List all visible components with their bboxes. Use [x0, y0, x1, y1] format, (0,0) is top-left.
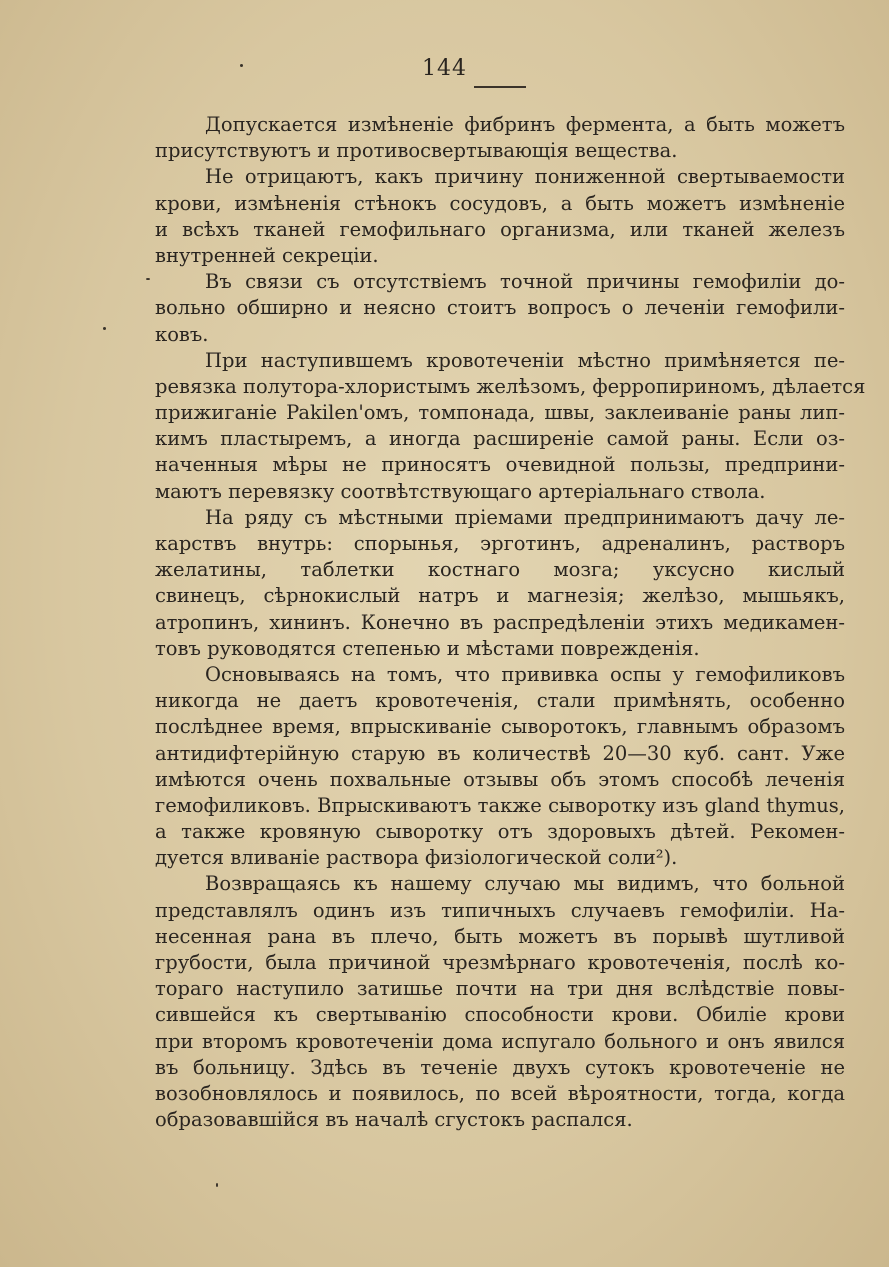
text-line: желатины, таблетки костнаго мозга; уксусно кислый	[155, 558, 845, 582]
text-line: грубости, была причиной чрезмѣрнаго кровотеченія, послѣ ко-	[155, 951, 845, 974]
text-line: и всѣхъ тканей гемофильнаго организма, или тканей железъ	[155, 217, 845, 241]
text-line: присутствуютъ и противосвертывающія вещества.	[155, 139, 678, 163]
text-line: атропинъ, хининъ. Конечно въ распредѣленіи этихъ медикамен-	[155, 610, 845, 634]
print-speck	[240, 64, 243, 67]
print-speck	[216, 1183, 218, 1187]
text-line: крови, измѣненія стѣнокъ сосудовъ, а быть можетъ измѣненіе	[155, 191, 845, 215]
text-line: тораго наступило затишье почти на три дня вслѣдствіе повы-	[155, 977, 845, 1001]
text-line: кимъ пластыремъ, а иногда расширеніе самой раны. Если оз-	[155, 427, 845, 451]
text-line: антидифтерійную старую въ количествѣ 20—30 куб. сант. Уже	[155, 741, 845, 765]
text-line: сившейся къ свертыванію способности крови. Обиліе крови	[155, 1003, 845, 1027]
text-line: а также кровяную сыворотку отъ здоровыхъ дѣтей. Рекомен-	[155, 820, 845, 844]
text-line: вольно обширно и неясно стоитъ вопросъ о леченіи гемофили-	[155, 296, 845, 320]
text-line: прижиганіе Pakilen'омъ, томпонада, швы, заклеиваніе раны лип-	[155, 401, 845, 425]
text-line: маютъ перевязку соотвѣтствующаго артеріальнаго ствола.	[155, 479, 766, 503]
text-line: при второмъ кровотеченіи дома испугало больного и онъ явился	[155, 1029, 845, 1053]
body-text	[155, 112, 866, 1133]
print-speck	[103, 327, 106, 330]
text-line: несенная рана въ плечо, быть можетъ въ порывѣ шутливой	[155, 924, 845, 948]
text-line: послѣднее время, впрыскиваніе сыворотокъ, главнымъ образомъ	[155, 715, 845, 739]
text-line: карствъ внутрь: спорынья, эрготинъ, адреналинъ, растворъ	[155, 532, 845, 555]
text-line: никогда не даетъ кровотеченія, стали примѣнять, особенно	[155, 689, 845, 713]
text-line: Допускается измѣненіе фибринъ фермента, а быть можетъ	[205, 113, 845, 136]
text-line: дуется вливаніе раствора физіологической соли²).	[155, 846, 678, 870]
page-number-rule	[474, 86, 526, 88]
text-line: имѣются очень похвальные отзывы объ этомъ способѣ леченія	[155, 767, 845, 791]
text-line: въ больницу. Здѣсь въ теченіе двухъ сутокъ кровотеченіе не	[155, 1055, 845, 1079]
text-line: При наступившемъ кровотеченіи мѣстно примѣняется пе-	[205, 348, 845, 372]
text-line: ревязка полутора-хлористымъ желѣзомъ, ферропириномъ, дѣлается	[155, 374, 866, 398]
text-line: гемофиликовъ. Впрыскиваютъ также сыворотку изъ gland thymus,	[155, 793, 845, 817]
text-line: ковъ.	[155, 322, 209, 346]
page-number: 144	[422, 56, 467, 81]
print-speck	[146, 278, 150, 280]
text-line: Не отрицаютъ, какъ причину пониженной свертываемости	[205, 165, 845, 189]
text-line: товъ руководятся степенью и мѣстами поврежденія.	[155, 636, 700, 660]
text-line: Основываясь на томъ, что прививка оспы у гемофиликовъ	[205, 662, 845, 686]
text-line: внутренней секреціи.	[155, 243, 379, 267]
text-line: Въ связи съ отсутствіемъ точной причины гемофиліи до-	[205, 270, 845, 294]
text-line: наченныя мѣры не приносятъ очевидной пользы, предприни-	[155, 453, 845, 477]
text-line: представлялъ одинъ изъ типичныхъ случаевъ гемофиліи. На-	[155, 898, 845, 922]
text-line: возобновлялось и появилось, по всей вѣроятности, тогда, когда	[155, 1081, 845, 1105]
text-line: свинецъ, сѣрнокислый натръ и магнезія; желѣзо, мышьякъ,	[155, 584, 845, 608]
text-line: образовавшійся въ началѣ сгустокъ распался.	[155, 1108, 633, 1132]
text-line: На ряду съ мѣстными пріемами предпринимаютъ дачу ле-	[205, 505, 845, 529]
text-line: Возвращаясь къ нашему случаю мы видимъ, что больной	[205, 872, 845, 896]
